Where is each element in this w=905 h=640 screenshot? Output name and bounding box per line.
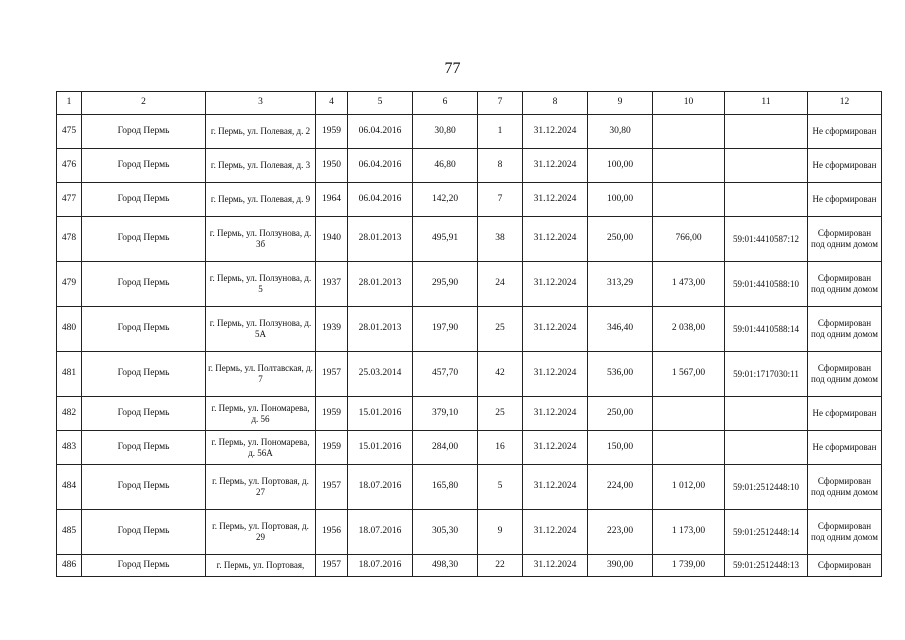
recognition-date: 28.01.2013 [348,262,413,307]
table-row [57,217,882,262]
address: г. Пермь, ул. Полевая, д. 9 [206,183,316,217]
row-number: 483 [57,431,82,465]
year-built: 1957 [316,555,348,577]
residents: 25 [478,397,523,431]
value-9: 536,00 [588,352,653,397]
residents: 7 [478,183,523,217]
residents: 8 [478,149,523,183]
column-header: 11 [725,92,808,115]
table-row [57,555,882,577]
column-header: 3 [206,92,316,115]
address: г. Пермь, ул. Ползунова, д. 5А [206,307,316,352]
land-status: Сформирован под одним домом [808,352,882,397]
planned-date: 31.12.2024 [523,510,588,555]
row-number: 481 [57,352,82,397]
land-status: Не сформирован [808,431,882,465]
area: 197,90 [413,307,478,352]
year-built: 1957 [316,465,348,510]
land-area [653,183,725,217]
address: г. Пермь, ул. Пономарева, д. 56 [206,397,316,431]
land-area: 766,00 [653,217,725,262]
row-number: 486 [57,555,82,577]
land-area: 1 012,00 [653,465,725,510]
address: г. Пермь, ул. Ползунова, д. 5 [206,262,316,307]
cadastral-number [725,431,808,465]
header-row [57,92,882,115]
land-area [653,115,725,149]
residents: 25 [478,307,523,352]
year-built: 1940 [316,217,348,262]
column-header: 7 [478,92,523,115]
land-area: 1 567,00 [653,352,725,397]
year-built: 1957 [316,352,348,397]
column-header: 2 [82,92,206,115]
column-header: 1 [57,92,82,115]
address: г. Пермь, ул. Ползунова, д. 3б [206,217,316,262]
municipality: Город Пермь [82,397,206,431]
column-header: 5 [348,92,413,115]
cadastral-number: 59:01:2512448:10 [725,465,808,510]
residents: 24 [478,262,523,307]
cadastral-number: 59:01:4410587:12 [725,217,808,262]
table-row [57,115,882,149]
address: г. Пермь, ул. Пономарева, д. 56А [206,431,316,465]
row-number: 476 [57,149,82,183]
value-9: 390,00 [588,555,653,577]
area: 379,10 [413,397,478,431]
planned-date: 31.12.2024 [523,262,588,307]
residents: 16 [478,431,523,465]
table-row [57,183,882,217]
land-area [653,149,725,183]
year-built: 1950 [316,149,348,183]
table-row [57,307,882,352]
cadastral-number: 59:01:2512448:13 [725,555,808,577]
value-9: 100,00 [588,149,653,183]
page-number: 77 [444,60,461,77]
planned-date: 31.12.2024 [523,149,588,183]
address: г. Пермь, ул. Полевая, д. 2 [206,115,316,149]
land-status: Не сформирован [808,115,882,149]
recognition-date: 18.07.2016 [348,510,413,555]
residents: 42 [478,352,523,397]
land-status: Не сформирован [808,183,882,217]
cadastral-number [725,115,808,149]
land-status: Сформирован под одним домом [808,217,882,262]
land-status: Сформирован под одним домом [808,307,882,352]
land-area: 2 038,00 [653,307,725,352]
table-row [57,510,882,555]
municipality: Город Пермь [82,183,206,217]
table-row [57,397,882,431]
row-number: 485 [57,510,82,555]
municipality: Город Пермь [82,352,206,397]
year-built: 1956 [316,510,348,555]
municipality: Город Пермь [82,510,206,555]
recognition-date: 18.07.2016 [348,555,413,577]
planned-date: 31.12.2024 [523,352,588,397]
residents: 1 [478,115,523,149]
row-number: 484 [57,465,82,510]
recognition-date: 06.04.2016 [348,115,413,149]
area: 495,91 [413,217,478,262]
planned-date: 31.12.2024 [523,183,588,217]
table-row [57,465,882,510]
recognition-date: 15.01.2016 [348,397,413,431]
recognition-date: 25.03.2014 [348,352,413,397]
municipality: Город Пермь [82,307,206,352]
land-status: Сформирован под одним домом [808,262,882,307]
recognition-date: 15.01.2016 [348,431,413,465]
value-9: 250,00 [588,397,653,431]
land-status: Сформирован [808,555,882,577]
area: 305,30 [413,510,478,555]
address: г. Пермь, ул. Портовая, д. 29 [206,510,316,555]
recognition-date: 18.07.2016 [348,465,413,510]
value-9: 346,40 [588,307,653,352]
municipality: Город Пермь [82,555,206,577]
cadastral-number [725,397,808,431]
area: 295,90 [413,262,478,307]
land-area: 1 473,00 [653,262,725,307]
cadastral-number: 59:01:2512448:14 [725,510,808,555]
column-header: 10 [653,92,725,115]
cadastral-number: 59:01:1717030:11 [725,352,808,397]
value-9: 150,00 [588,431,653,465]
column-header: 12 [808,92,882,115]
column-header: 8 [523,92,588,115]
cadastral-number [725,183,808,217]
table-row [57,149,882,183]
planned-date: 31.12.2024 [523,431,588,465]
land-area: 1 739,00 [653,555,725,577]
planned-date: 31.12.2024 [523,307,588,352]
land-status: Не сформирован [808,149,882,183]
cadastral-number [725,149,808,183]
area: 30,80 [413,115,478,149]
recognition-date: 06.04.2016 [348,149,413,183]
row-number: 479 [57,262,82,307]
year-built: 1959 [316,397,348,431]
address: г. Пермь, ул. Полевая, д. 3 [206,149,316,183]
planned-date: 31.12.2024 [523,397,588,431]
year-built: 1939 [316,307,348,352]
area: 457,70 [413,352,478,397]
land-status: Не сформирован [808,397,882,431]
planned-date: 31.12.2024 [523,465,588,510]
housing-register-table [56,91,882,577]
value-9: 313,29 [588,262,653,307]
land-area [653,431,725,465]
planned-date: 31.12.2024 [523,555,588,577]
value-9: 223,00 [588,510,653,555]
residents: 9 [478,510,523,555]
table-row [57,262,882,307]
row-number: 482 [57,397,82,431]
year-built: 1959 [316,431,348,465]
column-header: 4 [316,92,348,115]
address: г. Пермь, ул. Полтавская, д. 7 [206,352,316,397]
table-row [57,352,882,397]
column-header: 6 [413,92,478,115]
year-built: 1964 [316,183,348,217]
planned-date: 31.12.2024 [523,115,588,149]
cadastral-number: 59:01:4410588:10 [725,262,808,307]
municipality: Город Пермь [82,465,206,510]
municipality: Город Пермь [82,262,206,307]
table-row [57,431,882,465]
value-9: 250,00 [588,217,653,262]
recognition-date: 28.01.2013 [348,307,413,352]
year-built: 1959 [316,115,348,149]
value-9: 224,00 [588,465,653,510]
area: 165,80 [413,465,478,510]
municipality: Город Пермь [82,115,206,149]
cadastral-number: 59:01:4410588:14 [725,307,808,352]
value-9: 30,80 [588,115,653,149]
land-area: 1 173,00 [653,510,725,555]
row-number: 477 [57,183,82,217]
recognition-date: 06.04.2016 [348,183,413,217]
address: г. Пермь, ул. Портовая, д. 27 [206,465,316,510]
planned-date: 31.12.2024 [523,217,588,262]
row-number: 475 [57,115,82,149]
area: 284,00 [413,431,478,465]
residents: 22 [478,555,523,577]
land-area [653,397,725,431]
area: 498,30 [413,555,478,577]
residents: 5 [478,465,523,510]
year-built: 1937 [316,262,348,307]
residents: 38 [478,217,523,262]
land-status: Сформирован под одним домом [808,465,882,510]
row-number: 478 [57,217,82,262]
municipality: Город Пермь [82,431,206,465]
address: г. Пермь, ул. Портовая, [206,555,316,577]
municipality: Город Пермь [82,217,206,262]
column-header: 9 [588,92,653,115]
row-number: 480 [57,307,82,352]
value-9: 100,00 [588,183,653,217]
land-status: Сформирован под одним домом [808,510,882,555]
municipality: Город Пермь [82,149,206,183]
area: 142,20 [413,183,478,217]
area: 46,80 [413,149,478,183]
recognition-date: 28.01.2013 [348,217,413,262]
